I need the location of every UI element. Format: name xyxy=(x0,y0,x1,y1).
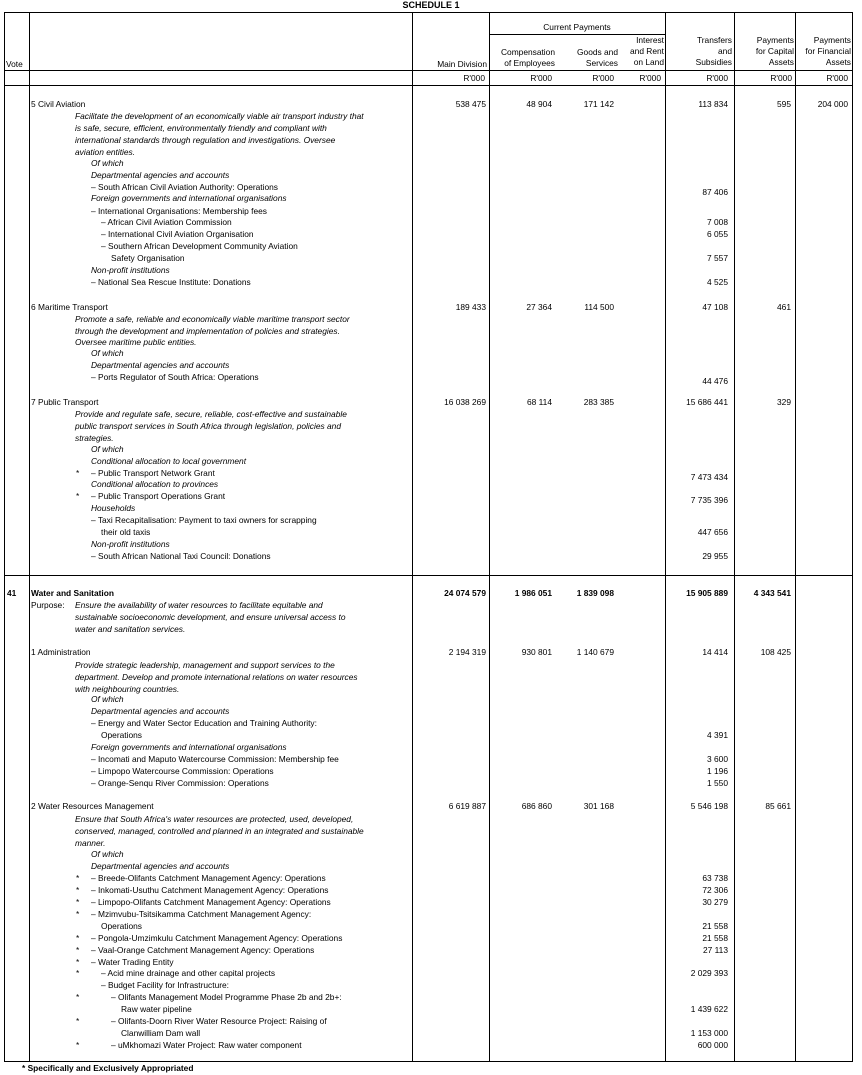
header-compensation-1: Compensation xyxy=(500,47,555,57)
row-description: – Taxi Recapitalisation: Payment to taxi owners for scrapping xyxy=(91,515,317,525)
row-description: 1 Administration xyxy=(31,647,91,657)
appropriation-marker: * xyxy=(76,933,80,943)
table-row xyxy=(0,502,862,514)
table-row xyxy=(0,705,862,717)
table-row xyxy=(0,671,862,683)
row-description: 6 Maritime Transport xyxy=(31,302,108,312)
row-description: department. Develop and promote international relations on water resources xyxy=(75,672,358,682)
table-row xyxy=(0,741,862,753)
row-description: Conditional allocation to local government xyxy=(91,456,247,466)
table-row xyxy=(0,276,862,288)
amount-comp: 48 904 xyxy=(526,99,552,109)
table-row xyxy=(0,240,862,252)
amount-trans: 4 525 xyxy=(707,277,728,287)
row-description: Conditional allocation to provinces xyxy=(91,479,219,489)
row-description: Operations xyxy=(101,730,142,740)
amount-main: 24 074 579 xyxy=(444,588,486,598)
row-description: Of which xyxy=(91,444,124,454)
unit-capital: R'000 xyxy=(770,73,792,83)
amount-comp: 686 860 xyxy=(521,801,552,811)
table-row xyxy=(0,908,862,920)
row-description: Non-profit institutions xyxy=(91,539,170,549)
unit-transfers: R'000 xyxy=(706,73,728,83)
row-description: water and sanitation services. xyxy=(75,624,186,634)
amount-goods: 1 839 098 xyxy=(576,588,614,598)
header-financial-2: for Financial xyxy=(805,46,851,56)
amount-trans: 21 558 xyxy=(702,933,728,943)
amount-comp: 68 114 xyxy=(527,397,552,407)
appropriation-marker: * xyxy=(76,992,80,1002)
amount-trans: 1 439 622 xyxy=(690,1004,728,1014)
amount-comp: 27 364 xyxy=(526,302,552,312)
row-description: Clanwilliam Dam wall xyxy=(121,1028,201,1038)
table-row xyxy=(0,443,862,455)
header-interest-1: Interest xyxy=(636,35,664,45)
row-description: – Incomati and Maputo Watercourse Commission: Membership fee xyxy=(91,754,339,764)
unit-financial: R'000 xyxy=(826,73,848,83)
header-compensation-2: of Employees xyxy=(504,58,555,68)
table-row xyxy=(0,252,862,264)
row-description: – Southern African Development Community Aviation xyxy=(101,241,298,251)
table-row xyxy=(0,800,862,812)
appropriation-marker: * xyxy=(76,885,80,895)
table-row xyxy=(0,717,862,729)
row-description: – Pongola-Umzimkulu Catchment Management Agency: Operations xyxy=(91,933,343,943)
row-description: – International Organisations: Membership fees xyxy=(91,206,267,216)
amount-cap: 108 425 xyxy=(760,647,791,657)
amount-cap: 4 343 541 xyxy=(753,588,791,598)
row-description: – Orange-Senqu River Commission: Operations xyxy=(91,778,269,788)
amount-trans: 7 735 396 xyxy=(690,495,728,505)
table-row xyxy=(0,825,862,837)
amount-goods: 114 500 xyxy=(584,302,614,312)
row-description: conserved, managed, controlled and planned in an integrated and sustainable xyxy=(75,826,364,836)
table-row xyxy=(0,860,862,872)
table-row xyxy=(0,729,862,741)
row-description: Operations xyxy=(101,921,142,931)
amount-trans: 3 600 xyxy=(707,754,728,764)
table-row xyxy=(0,264,862,276)
amount-trans: 4 391 xyxy=(707,730,728,740)
row-description: – Public Transport Operations Grant xyxy=(91,491,226,501)
header-transfers-2: and xyxy=(718,46,732,56)
table-row xyxy=(0,753,862,765)
amount-trans: 27 113 xyxy=(703,945,728,955)
amount-trans: 447 656 xyxy=(697,527,728,537)
header-interest-2: and Rent xyxy=(630,46,664,56)
row-description: is safe, secure, efficient, environmentally friendly and compliant with xyxy=(75,123,327,133)
row-description: Departmental agencies and accounts xyxy=(91,170,230,180)
table-row xyxy=(0,979,862,991)
row-description: 5 Civil Aviation xyxy=(31,99,86,109)
row-description: – South African Civil Aviation Authority: Operations xyxy=(91,182,278,192)
row-description: Of which xyxy=(91,158,124,168)
amount-cap: 329 xyxy=(777,397,791,407)
row-description: international standards through regulation and investigations. Oversee xyxy=(75,135,336,145)
table-row xyxy=(0,872,862,884)
row-description: Purpose: xyxy=(31,600,65,610)
amount-trans: 1 550 xyxy=(707,778,728,788)
row-description: – Olifants-Doorn River Water Resource Project: Raising of xyxy=(111,1016,327,1026)
header-financial-3: Assets xyxy=(825,57,851,67)
table-row xyxy=(0,884,862,896)
table-row xyxy=(0,1039,862,1051)
header-bottom-line xyxy=(4,70,853,71)
appropriation-marker: * xyxy=(76,1016,80,1026)
amount-trans: 14 414 xyxy=(702,647,728,657)
amount-trans: 15 905 889 xyxy=(686,588,728,598)
table-row xyxy=(0,110,862,122)
row-description: – Acid mine drainage and other capital projects xyxy=(101,968,276,978)
amount-trans: 600 000 xyxy=(697,1040,728,1050)
amount-trans: 87 406 xyxy=(702,187,728,197)
header-transfers-1: Transfers xyxy=(696,35,732,45)
row-description: Departmental agencies and accounts xyxy=(91,706,230,716)
table-row xyxy=(0,896,862,908)
row-description: Safety Organisation xyxy=(111,253,185,263)
row-description: Provide strategic leadership, management and support services to the xyxy=(75,660,335,670)
row-description: Facilitate the development of an economically viable air transport industry that xyxy=(75,111,364,121)
row-description: Foreign governments and international organisations xyxy=(91,193,287,203)
amount-goods: 1 140 679 xyxy=(576,647,614,657)
amount-trans: 29 955 xyxy=(702,551,728,561)
row-description: – Public Transport Network Grant xyxy=(91,468,215,478)
page-title: SCHEDULE 1 xyxy=(402,0,460,10)
table-row xyxy=(0,134,862,146)
row-description: – Olifants Management Model Programme Phase 2b and 2b+: xyxy=(111,992,342,1002)
amount-main: 16 038 269 xyxy=(444,397,486,407)
amount-trans: 7 557 xyxy=(707,253,728,263)
row-description: Of which xyxy=(91,849,124,859)
header-current-payments: Current Payments xyxy=(543,22,611,32)
table-row xyxy=(0,301,862,313)
amount-trans: 30 279 xyxy=(702,897,728,907)
footnote: * Specifically and Exclusively Appropriated xyxy=(22,1063,194,1073)
table-row xyxy=(0,1027,862,1039)
amount-goods: 171 142 xyxy=(583,99,614,109)
amount-main: 538 475 xyxy=(455,99,486,109)
row-description: – Limpopo-Olifants Catchment Management Agency: Operations xyxy=(91,897,331,907)
appropriation-marker: * xyxy=(76,957,80,967)
table-row xyxy=(0,623,862,635)
header-vote: Vote xyxy=(6,59,23,69)
row-description: – Ports Regulator of South Africa: Operations xyxy=(91,372,259,382)
table-row xyxy=(0,967,862,979)
table-row xyxy=(0,848,862,860)
row-description: Of which xyxy=(91,348,124,358)
appropriation-marker: * xyxy=(76,873,80,883)
unit-goods: R'000 xyxy=(592,73,614,83)
row-description: Ensure that South Africa's water resources are protected, used, developed, xyxy=(75,814,354,824)
header-transfers-3: Subsidies xyxy=(695,57,732,67)
table-row xyxy=(0,98,862,110)
row-description: – International Civil Aviation Organisation xyxy=(101,229,254,239)
amount-trans: 2 029 393 xyxy=(690,968,728,978)
table-row xyxy=(0,228,862,240)
amount-goods: 283 385 xyxy=(583,397,614,407)
row-description: through the development and implementation of policies and strategies. xyxy=(75,326,340,336)
amount-trans: 47 108 xyxy=(702,302,728,312)
amount-cap: 85 661 xyxy=(765,801,791,811)
table-row xyxy=(0,169,862,181)
vote-separator-line xyxy=(4,575,853,576)
table-row xyxy=(0,408,862,420)
row-description: strategies. xyxy=(75,433,114,443)
amount-trans: 7 473 434 xyxy=(690,472,728,482)
appropriation-marker: * xyxy=(76,909,80,919)
row-description: Promote a safe, reliable and economically viable maritime transport sector xyxy=(75,314,350,324)
table-row xyxy=(0,1015,862,1027)
amount-trans: 113 834 xyxy=(698,99,728,109)
amount-fin: 204 000 xyxy=(817,99,848,109)
amount-trans: 1 196 xyxy=(707,766,728,776)
amount-trans: 5 546 198 xyxy=(690,801,728,811)
amount-main: 2 194 319 xyxy=(448,647,486,657)
appropriation-marker: * xyxy=(76,468,80,478)
amount-trans: 6 055 xyxy=(707,229,728,239)
row-description: – uMkhomazi Water Project: Raw water component xyxy=(111,1040,302,1050)
row-description: – South African National Taxi Council: Donations xyxy=(91,551,271,561)
table-row xyxy=(0,611,862,623)
row-description: with neighbouring countries. xyxy=(75,684,180,694)
table-row xyxy=(0,514,862,526)
table-row xyxy=(0,371,862,386)
table-row xyxy=(0,347,862,359)
unit-comp: R'000 xyxy=(530,73,552,83)
table-row xyxy=(0,587,862,599)
table-row xyxy=(0,693,862,705)
row-description: Of which xyxy=(91,694,124,704)
amount-main: 6 619 887 xyxy=(448,801,486,811)
amount-trans: 1 153 000 xyxy=(690,1028,728,1038)
appropriation-marker: * xyxy=(76,945,80,955)
appropriation-marker: * xyxy=(76,897,80,907)
header-capital-3: Assets xyxy=(768,57,794,67)
table-row xyxy=(0,359,862,371)
row-description: – Limpopo Watercourse Commission: Operations xyxy=(91,766,274,776)
row-description: sustainable socioeconomic development, and ensure universal access to xyxy=(75,612,346,622)
row-description: Water and Sanitation xyxy=(31,588,114,598)
row-description: manner. xyxy=(75,838,106,848)
row-description: public transport services in South Africa through legislation, policies and xyxy=(75,421,341,431)
amount-trans: 15 686 441 xyxy=(686,397,728,407)
header-financial-1: Payments xyxy=(813,35,851,45)
row-description: Raw water pipeline xyxy=(121,1004,192,1014)
row-description: – National Sea Rescue Institute: Donations xyxy=(91,277,251,287)
table-row xyxy=(0,478,862,490)
unit-interest: R'000 xyxy=(639,73,661,83)
amount-cap: 595 xyxy=(777,99,791,109)
row-description-purpose: Ensure the availability of water resources to facilitate equitable and xyxy=(75,600,323,610)
header-interest-3: on Land xyxy=(633,57,664,67)
row-description: – African Civil Aviation Commission xyxy=(101,217,232,227)
header-capital-1: Payments xyxy=(756,35,794,45)
vote-number: 41 xyxy=(7,588,17,598)
amount-trans: 21 558 xyxy=(702,921,728,931)
amount-trans: 7 008 xyxy=(707,217,728,227)
table-row xyxy=(0,991,862,1003)
row-description: Provide and regulate safe, secure, reliable, cost-effective and sustainable xyxy=(75,409,347,419)
row-description: Foreign governments and international organisations xyxy=(91,742,287,752)
amount-trans: 44 476 xyxy=(702,376,728,386)
table-row xyxy=(0,122,862,134)
appropriation-marker: * xyxy=(76,968,80,978)
table-row xyxy=(0,490,862,505)
unit-main: R'000 xyxy=(463,73,485,83)
row-description: – Vaal-Orange Catchment Management Agency: Operations xyxy=(91,945,315,955)
table-row xyxy=(0,813,862,825)
row-description: Oversee maritime public entities. xyxy=(75,337,197,347)
row-description: Households xyxy=(91,503,136,513)
table-row xyxy=(0,396,862,408)
table-row xyxy=(0,455,862,467)
appropriation-marker: * xyxy=(76,1040,80,1050)
table-row xyxy=(0,599,862,611)
amount-main: 189 433 xyxy=(455,302,486,312)
row-description: 2 Water Resources Management xyxy=(31,801,154,811)
row-description: Departmental agencies and accounts xyxy=(91,861,230,871)
table-row xyxy=(0,777,862,789)
row-description: – Energy and Water Sector Education and Training Authority: xyxy=(91,718,317,728)
table-row xyxy=(0,216,862,228)
table-row xyxy=(0,192,862,204)
amount-comp: 930 801 xyxy=(521,647,552,657)
row-description: – Breede-Olifants Catchment Management Agency: Operations xyxy=(91,873,326,883)
appropriation-marker: * xyxy=(76,491,80,501)
amount-goods: 301 168 xyxy=(583,801,614,811)
amount-trans: 63 738 xyxy=(702,873,728,883)
row-description: Non-profit institutions xyxy=(91,265,170,275)
table-row xyxy=(0,920,862,932)
table-row xyxy=(0,526,862,538)
table-row xyxy=(0,944,862,956)
row-description: their old taxis xyxy=(101,527,151,537)
row-description: aviation entities. xyxy=(75,147,136,157)
row-description: – Budget Facility for Infrastructure: xyxy=(101,980,230,990)
table-row xyxy=(0,550,862,562)
row-description: 7 Public Transport xyxy=(31,397,99,407)
header-goods-2: Services xyxy=(585,58,618,68)
table-row xyxy=(0,659,862,671)
amount-trans: 72 306 xyxy=(702,885,728,895)
table-row xyxy=(0,538,862,550)
row-description: – Water Trading Entity xyxy=(91,957,174,967)
amount-comp: 1 986 051 xyxy=(514,588,552,598)
row-description: – Inkomati-Usuthu Catchment Management Agency: Operations xyxy=(91,885,329,895)
table-row xyxy=(0,646,862,658)
table-row xyxy=(0,765,862,777)
header-goods-1: Goods and xyxy=(577,47,618,57)
row-description: Departmental agencies and accounts xyxy=(91,360,230,370)
unit-row-line xyxy=(4,85,853,86)
table-row xyxy=(0,313,862,325)
table-row xyxy=(0,420,862,432)
amount-cap: 461 xyxy=(777,302,791,312)
header-capital-2: for Capital xyxy=(755,46,794,56)
table-row xyxy=(0,932,862,944)
header-main-division: Main Division xyxy=(437,59,487,69)
table-row xyxy=(0,1003,862,1015)
table-row xyxy=(0,157,862,169)
row-description: – Mzimvubu-Tsitsikamma Catchment Management Agency: xyxy=(91,909,312,919)
